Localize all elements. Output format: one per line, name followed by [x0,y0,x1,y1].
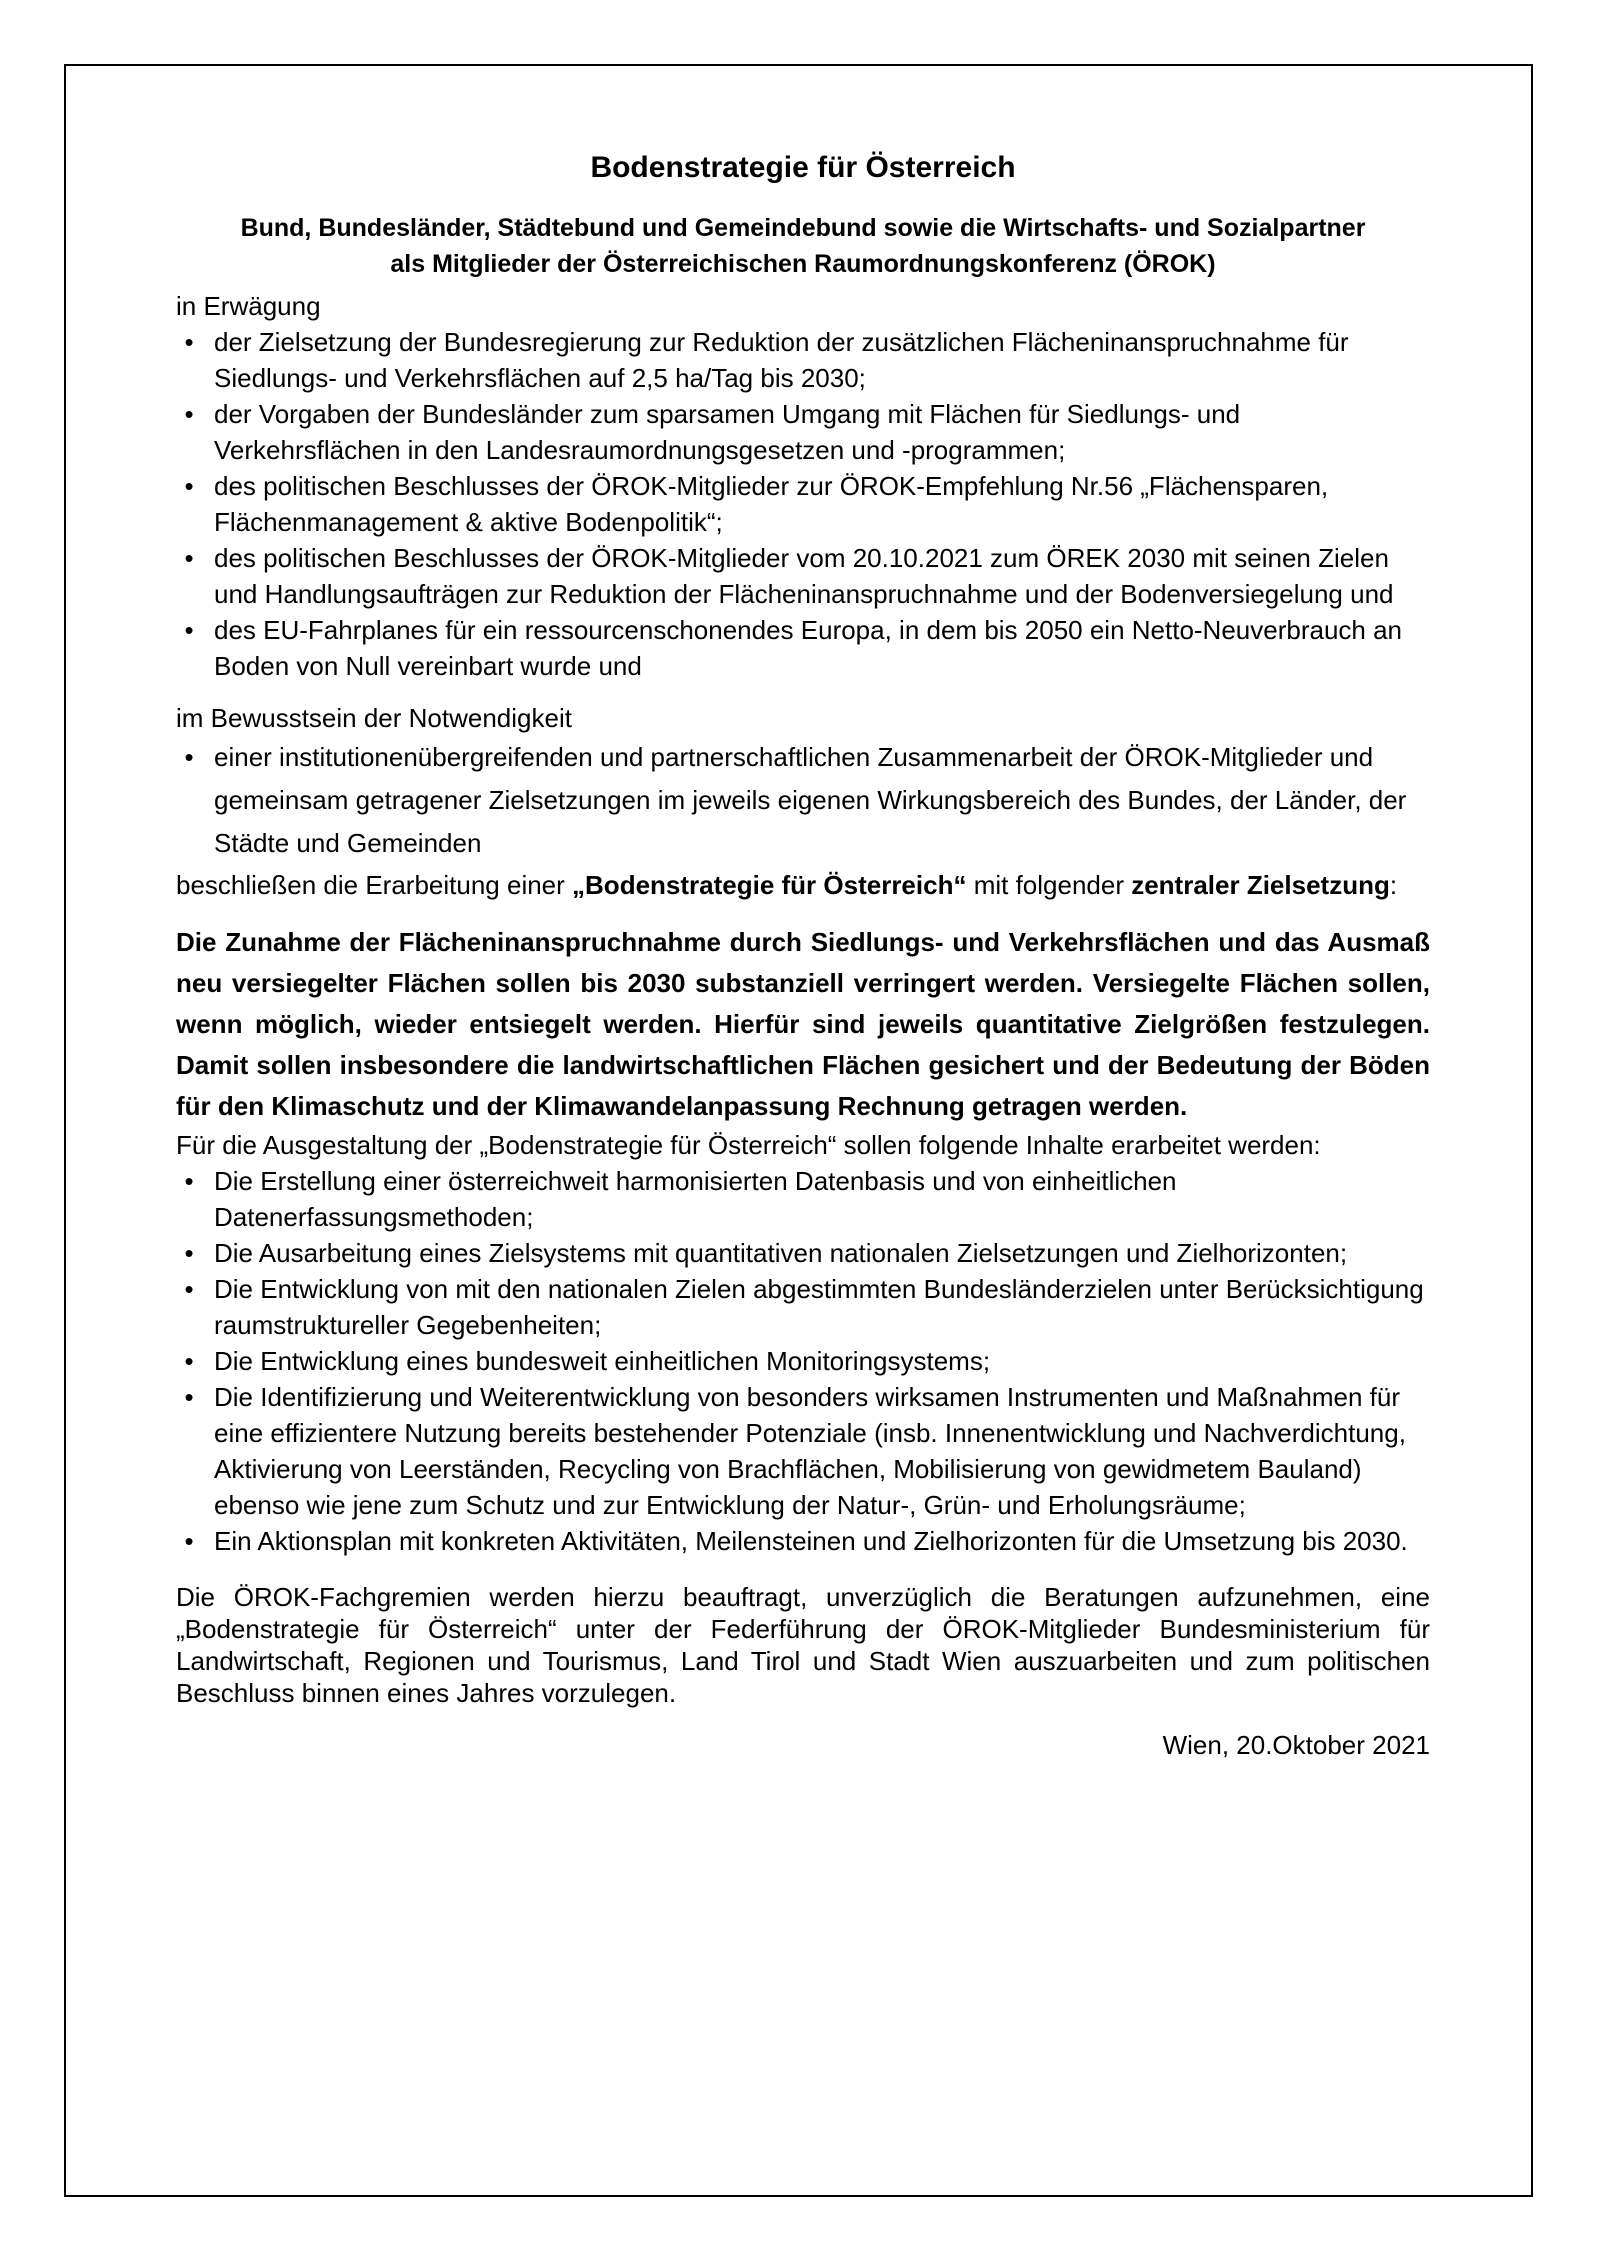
consideration-item-text: des politischen Beschlusses der ÖROK-Mitglieder vom 20.10.2021 zum ÖREK 2030 mit seinen Zielen und Handlungsaufträgen zur Reduktion der Flächeninanspruchnahme und der Bodenversiegelung und [214,543,1394,609]
awareness-item-text: einer institutionenübergreifenden und partnerschaftlichen Zusammenarbeit der ÖROK-Mitglieder und gemeinsam getragener Zielsetzungen im jeweils eigenen Wirkungsbereich des Bundes, der Länder, der Städte und Gemeinden [214,742,1407,858]
contents-item-text: Die Erstellung einer österreichweit harmonisierten Datenbasis und von einheitlichen Datenerfassungsmethoden; [214,1166,1177,1232]
resolution-statement [176,865,1430,906]
consideration-item [176,468,1430,540]
contents-item-text: Die Ausarbeitung eines Zielsystems mit quantitativen nationalen Zielsetzungen und Zielhorizonten; [214,1238,1348,1268]
bullet-icon: • [184,615,194,645]
bullet-icon: • [184,1238,194,1268]
bullet-icon: • [184,742,194,772]
consideration-item [176,540,1430,612]
resolution-strategy-name: „Bodenstrategie für Österreich“ [572,870,967,900]
contents-item [176,1379,1430,1523]
consideration-item-text: des politischen Beschlusses der ÖROK-Mitglieder zur ÖROK-Empfehlung Nr.56 „Flächensparen, Flächenmanagement & aktive Bodenpolitik“; [214,471,1329,537]
contents-intro: Für die Ausgestaltung der „Bodenstrategie für Österreich“ sollen folgende Inhalte erarbeitet werden: [176,1130,1321,1160]
bullet-icon: • [184,471,194,501]
consideration-item-text: der Vorgaben der Bundesländer zum sparsamen Umgang mit Flächen für Siedlungs- und Verkehrsflächen in den Landesraumordnungsgesetzen und -programmen; [214,399,1241,465]
document-body [176,148,1430,1763]
awareness-list [176,736,1430,865]
consideration-item [176,612,1430,684]
bullet-icon: • [184,1274,194,1304]
document-title: Bodenstrategie für Österreich [590,151,1016,184]
mandate-paragraph: Die ÖROK-Fachgremien werden hierzu beauftragt, unverzüglich die Beratungen aufzunehmen, eine „Bodenstrategie für Österreich“ unter der Federführung der ÖROK-Mitglieder Bundesministerium für Landwirtschaft, Regionen und Tourismus, Land Tirol und Stadt Wien auszuarbeiten und zum politischen Beschluss binnen eines Jahres vorzulegen. [176,1582,1430,1708]
contents-list [176,1163,1430,1559]
consideration-item-text: der Zielsetzung der Bundesregierung zur Reduktion der zusätzlichen Flächeninanspruchnahme für Siedlungs- und Verkehrsflächen auf 2,5 ha/Tag bis 2030; [214,327,1349,393]
document-subtitle-line-1: Bund, Bundesländer, Städtebund und Gemeindebund sowie die Wirtschafts- und Sozialpartner [240,214,1366,242]
place-and-date: Wien, 20.Oktober 2021 [1162,1730,1430,1760]
contents-item [176,1271,1430,1343]
bullet-icon: • [184,327,194,357]
contents-item [176,1235,1430,1271]
contents-item-text: Die Identifizierung und Weiterentwicklung von besonders wirksamen Instrumenten und Maßnahmen für eine effizientere Nutzung bereits bestehender Potenziale (insb. Innenentwicklung und Nachverdichtung, Aktivierung von Leerständen, Recycling von Brachflächen, Mobilisierung von gewidmetem Bauland) ebenso wie jene zum Schutz und zur Entwicklung der Natur-, Grün- und Erholungsräume; [214,1382,1406,1520]
document-subtitle-line-2: als Mitglieder der Österreichischen Raumordnungskonferenz (ÖROK) [390,250,1216,278]
consideration-item-text: des EU-Fahrplanes für ein ressourcenschonendes Europa, in dem bis 2050 ein Netto-Neuverbrauch an Boden von Null vereinbart wurde und [214,615,1403,681]
consideration-list [176,324,1430,684]
resolution-suffix: : [1389,870,1398,900]
contents-item [176,1343,1430,1379]
contents-item-text: Die Entwicklung von mit den nationalen Zielen abgestimmten Bundesländerzielen unter Berücksichtigung raumstruktureller Gegebenheiten; [214,1274,1424,1340]
bullet-icon: • [184,543,194,573]
contents-item-text: Ein Aktionsplan mit konkreten Aktivitäten, Meilensteinen und Zielhorizonten für die Umsetzung bis 2030. [214,1526,1408,1556]
bullet-icon: • [184,1166,194,1196]
bullet-icon: • [184,399,194,429]
resolution-central-goal-label: zentraler Zielsetzung [1131,870,1390,900]
consideration-intro: in Erwägung [176,291,321,321]
resolution-middle: mit folgender [966,870,1132,900]
awareness-item [176,736,1430,865]
resolution-prefix: beschließen die Erarbeitung einer [176,870,573,900]
central-goal-paragraph: Die Zunahme der Flächeninanspruchnahme durch Siedlungs- und Verkehrsflächen und das Ausmaß neu versiegelter Flächen sollen bis 2030 substanziell verringert werden. Versiegelte Flächen sollen, wenn möglich, wieder entsiegelt werden. Hierfür sind jeweils quantitative Zielgrößen festzulegen. Damit sollen insbesondere die landwirtschaftlichen Flächen gesichert und der Bedeutung der Böden für den Klimaschutz und der Klimawandelanpassung Rechnung getragen werden. [176,927,1430,1121]
contents-item-text: Die Entwicklung eines bundesweit einheitlichen Monitoringsystems; [214,1346,991,1376]
consideration-item [176,396,1430,468]
contents-item [176,1523,1430,1559]
contents-item [176,1163,1430,1235]
bullet-icon: • [184,1382,194,1412]
bullet-icon: • [184,1346,194,1376]
awareness-intro: im Bewusstsein der Notwendigkeit [176,703,572,733]
bullet-icon: • [184,1526,194,1556]
consideration-item [176,324,1430,396]
